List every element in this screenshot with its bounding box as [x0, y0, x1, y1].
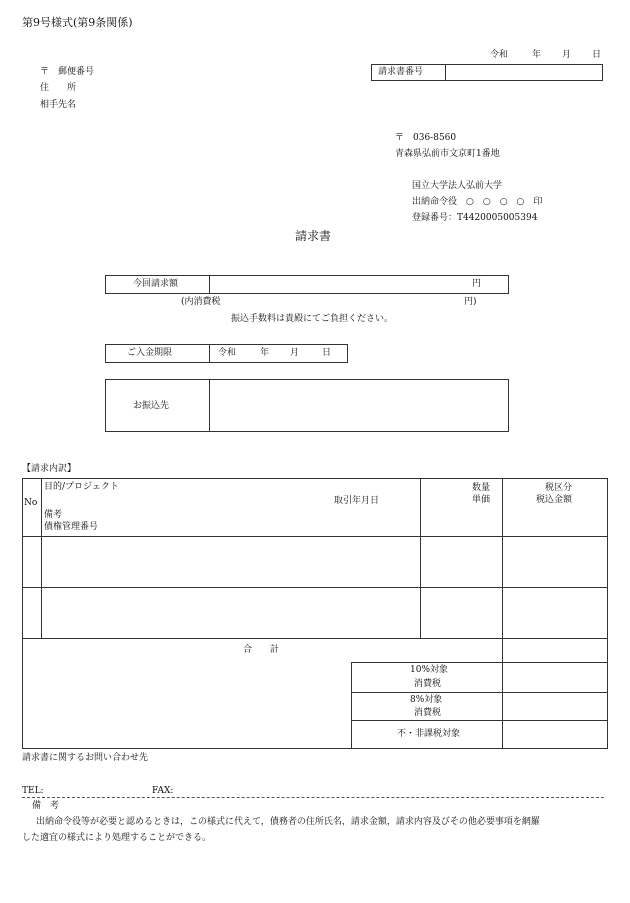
remarks-line-1: 出納命令役等が必要と認めるときは，この様式に代えて，債務者の住所氏名，請求金額，請求内容及びその他必要事項を網羅 — [36, 817, 540, 827]
total-label: 合 計 — [243, 645, 280, 655]
col-qty: 数量 — [472, 483, 491, 493]
form-number: 第9号様式(第9条関係) — [22, 16, 133, 29]
date-year: 年 — [532, 50, 542, 60]
col-remarks: 備考 — [44, 510, 63, 520]
contact-fax: FAX: — [152, 786, 174, 796]
invoice-number-label: 請求書番号 — [378, 67, 424, 77]
date-era: 令和 — [490, 50, 509, 60]
amount-label: 今回請求額 — [133, 279, 179, 289]
date-month: 月 — [562, 50, 572, 60]
tax-unit: 円) — [464, 297, 477, 307]
tax8-target-label: 8%対象 — [410, 695, 443, 705]
deadline-era: 令和 — [218, 348, 237, 358]
col-claim-no: 債権管理番号 — [44, 522, 99, 532]
fee-note: 振込手数料は貴殿にてご負担ください。 — [231, 314, 394, 324]
tax-label: (内消費税 — [181, 297, 221, 307]
col-amount: 税込金額 — [536, 495, 573, 505]
remarks-line-2: した適宜の様式により処理することができる。 — [22, 833, 212, 843]
tax10-target-label: 10%対象 — [410, 665, 449, 675]
issuer-address: 青森県弘前市文京町1番地 — [395, 149, 500, 159]
contact-heading: 請求書に関するお問い合わせ先 — [22, 753, 149, 763]
deadline-year: 年 — [260, 348, 270, 358]
col-unit-price: 単価 — [472, 495, 491, 505]
issuer-registration: 登録番号：T4420005005394 — [412, 213, 538, 223]
deadline-label: ご入金期限 — [127, 348, 173, 358]
issuer-postal: 〒 036-8560 — [395, 133, 457, 143]
remarks-heading: 備 考 — [32, 801, 60, 811]
recipient-address-label: 住 所 — [40, 83, 77, 93]
col-date: 取引年月日 — [334, 496, 380, 506]
col-purpose: 目的/プロジェクト — [44, 482, 119, 492]
date-day: 日 — [592, 50, 602, 60]
deadline-month: 月 — [290, 348, 300, 358]
details-table — [22, 478, 608, 749]
tax8-label: 消費税 — [414, 708, 442, 718]
contact-tel: TEL: — [22, 786, 44, 796]
bank-label: お振込先 — [133, 401, 170, 411]
recipient-name-label: 相手先名 — [40, 100, 77, 110]
details-section-label: 【請求内訳】 — [22, 464, 77, 474]
deadline-day: 日 — [322, 348, 332, 358]
document-title: 請求書 — [295, 229, 332, 243]
col-no: No — [24, 498, 38, 508]
issuer-org: 国立大学法人弘前大学 — [412, 181, 503, 191]
recipient-postal-label: 〒 郵便番号 — [40, 67, 95, 77]
tax10-label: 消費税 — [414, 679, 442, 689]
non-taxable-label: 不・非課税対象 — [397, 729, 461, 739]
issuer-officer: 出納命令役 ○ ○ ○ ○ 印 — [412, 197, 543, 207]
dashed-divider — [22, 797, 604, 798]
amount-unit: 円 — [472, 279, 482, 289]
col-tax-class: 税区分 — [545, 483, 573, 493]
